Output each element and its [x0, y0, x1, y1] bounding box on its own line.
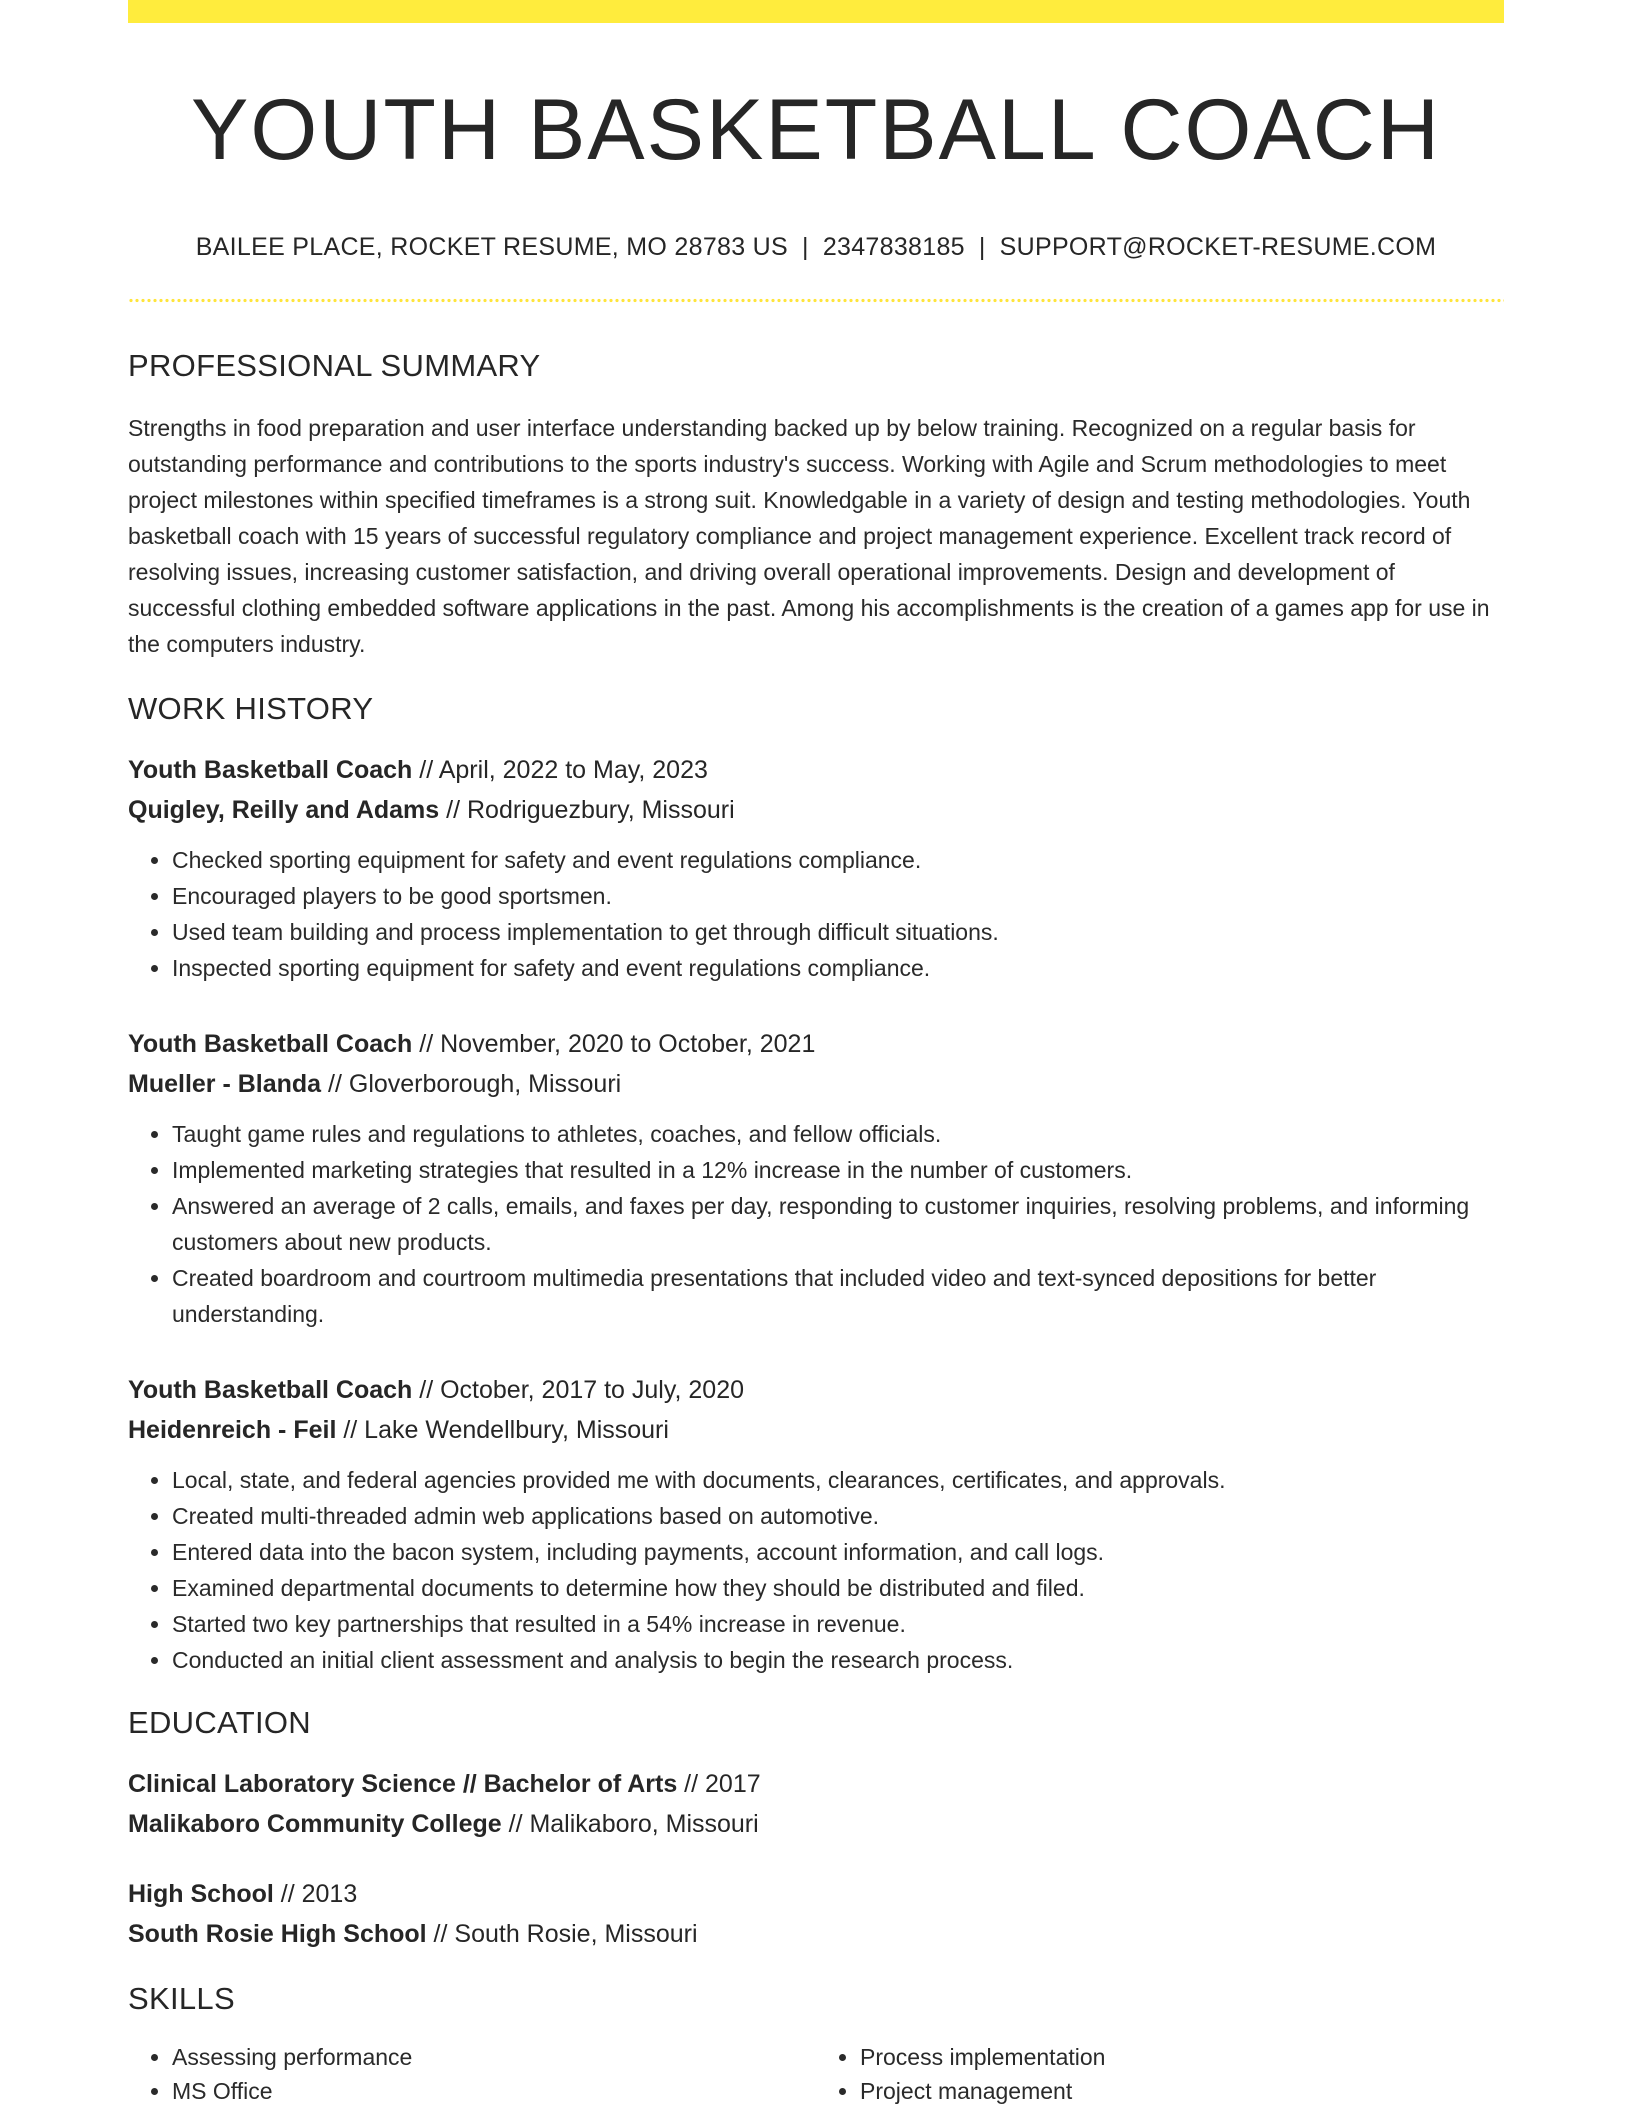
education-degree: High School: [128, 1880, 274, 1908]
job-bullet: • Checked sporting equipment for safety and event regulations compliance.: [172, 842, 1504, 878]
contact-phone: 2347838185: [822, 233, 965, 261]
education-entry: [128, 1874, 1504, 1954]
education-degree: Clinical Laboratory Science // Bachelor of Arts: [128, 1770, 678, 1798]
job-entry: [128, 750, 1504, 986]
job-dates: // November, 2020 to October, 2021: [412, 1030, 816, 1058]
contact-separator: |: [978, 233, 986, 261]
job-bullet: • Encouraged players to be good sportsmen.: [172, 878, 1504, 914]
skills-column-left: [128, 2040, 816, 2108]
contact-address: BAILEE PLACE, ROCKET RESUME, MO 28783 US: [195, 233, 789, 261]
job-bullet: • Local, state, and federal agencies provided me with documents, clearances, certificates, and approvals.: [172, 1462, 1504, 1498]
contact-email: SUPPORT@ROCKET-RESUME.COM: [999, 233, 1437, 261]
job-entry: [128, 1370, 1504, 1678]
job-company: Heidenreich - Feil: [128, 1416, 337, 1444]
job-company: Quigley, Reilly and Adams: [128, 796, 440, 824]
work-history-heading: WORK HISTORY: [128, 691, 374, 726]
job-bullet: • Used team building and process implementation to get through difficult situations.: [172, 914, 1504, 950]
job-location: // Rodriguezbury, Missouri: [439, 796, 735, 824]
education-school: Malikaboro Community College: [128, 1810, 502, 1838]
job-dates: // April, 2022 to May, 2023: [412, 756, 708, 784]
job-role: Youth Basketball Coach: [128, 1030, 413, 1058]
education-school-line: [128, 1914, 1504, 1954]
job-role-line: [128, 1370, 1504, 1410]
job-location: // Gloverborough, Missouri: [321, 1070, 622, 1098]
job-bullet: • Inspected sporting equipment for safety and event regulations compliance.: [172, 950, 1504, 986]
job-role: Youth Basketball Coach: [128, 1376, 413, 1404]
job-bullet: • Implemented marketing strategies that resulted in a 12% increase in the number of customers.: [172, 1152, 1504, 1188]
education-entry: [128, 1764, 1504, 1844]
job-entry: [128, 1024, 1504, 1332]
job-bullet: • Taught game rules and regulations to athletes, coaches, and fellow officials.: [172, 1116, 1504, 1152]
education-school-line: [128, 1804, 1504, 1844]
job-role: Youth Basketball Coach: [128, 756, 413, 784]
resume-content: [128, 0, 1504, 2108]
job-role-line: [128, 1024, 1504, 1064]
job-bullets: [128, 842, 1504, 986]
education-degree-line: [128, 1764, 1504, 1804]
job-bullets: [128, 1462, 1504, 1678]
job-company-line: [128, 1410, 1504, 1450]
skill-item: • Project management: [860, 2074, 1504, 2108]
contact-separator: |: [802, 233, 809, 261]
job-bullet: • Entered data into the bacon system, including payments, account information, and call logs.: [172, 1534, 1504, 1570]
skill-item: • MS Office: [172, 2074, 816, 2108]
education-location: // Malikaboro, Missouri: [501, 1810, 759, 1838]
job-dates: // October, 2017 to July, 2020: [412, 1376, 745, 1404]
job-bullet: • Examined departmental documents to determine how they should be distributed and filed.: [172, 1570, 1504, 1606]
education-school: South Rosie High School: [128, 1920, 427, 1948]
skill-item: • Assessing performance: [172, 2040, 816, 2074]
job-company-line: [128, 1064, 1504, 1104]
job-bullet: • Created boardroom and courtroom multimedia presentations that included video and text-synced depositions for better understanding.: [172, 1260, 1504, 1332]
job-company: Mueller - Blanda: [128, 1070, 322, 1098]
summary-heading: PROFESSIONAL SUMMARY: [128, 348, 541, 383]
job-bullet: • Answered an average of 2 calls, emails, and faxes per day, responding to customer inquiries, resolving problems, and informing customers about new products.: [172, 1188, 1504, 1260]
education-year: // 2017: [677, 1770, 761, 1798]
job-bullet: • Created multi-threaded admin web applications based on automotive.: [172, 1498, 1504, 1534]
job-company-line: [128, 790, 1504, 830]
education-location: // South Rosie, Missouri: [426, 1920, 698, 1948]
summary-text: Strengths in food preparation and user interface understanding backed up by below training. Recognized on a regular basis for outstanding performance and contributions to the sports industry's success. Working with Agile and Scrum methodologies to meet project milestones within specified timeframes is a strong suit. Knowledgable in a variety of design and testing methodologies. Youth basketball coach with 15 years of successful regulatory compliance and project management experience. Excellent track record of resolving issues, increasing customer satisfaction, and driving overall operational improvements. Design and development of successful clothing embedded software applications in the past. Among his accomplishments is the creation of a games app for use in the computers industry.: [128, 415, 1490, 657]
skills-list: [128, 2040, 1504, 2108]
education-year: // 2013: [273, 1880, 358, 1908]
job-bullets: [128, 1116, 1504, 1332]
education-heading: EDUCATION: [128, 1705, 311, 1740]
resume-title: YOUTH BASKETBALL COACH: [191, 82, 1441, 178]
dotted-divider: [128, 298, 1504, 303]
job-role-line: [128, 750, 1504, 790]
job-location: // Lake Wendellbury, Missouri: [336, 1416, 669, 1444]
education-degree-line: [128, 1874, 1504, 1914]
skills-heading: SKILLS: [128, 1981, 235, 2016]
job-bullet: • Conducted an initial client assessment and analysis to begin the research process.: [172, 1642, 1504, 1678]
contact-line: [128, 232, 1504, 262]
skill-item: • Process implementation: [860, 2040, 1504, 2074]
skills-column-right: [816, 2040, 1504, 2108]
job-bullet: • Started two key partnerships that resulted in a 54% increase in revenue.: [172, 1606, 1504, 1642]
